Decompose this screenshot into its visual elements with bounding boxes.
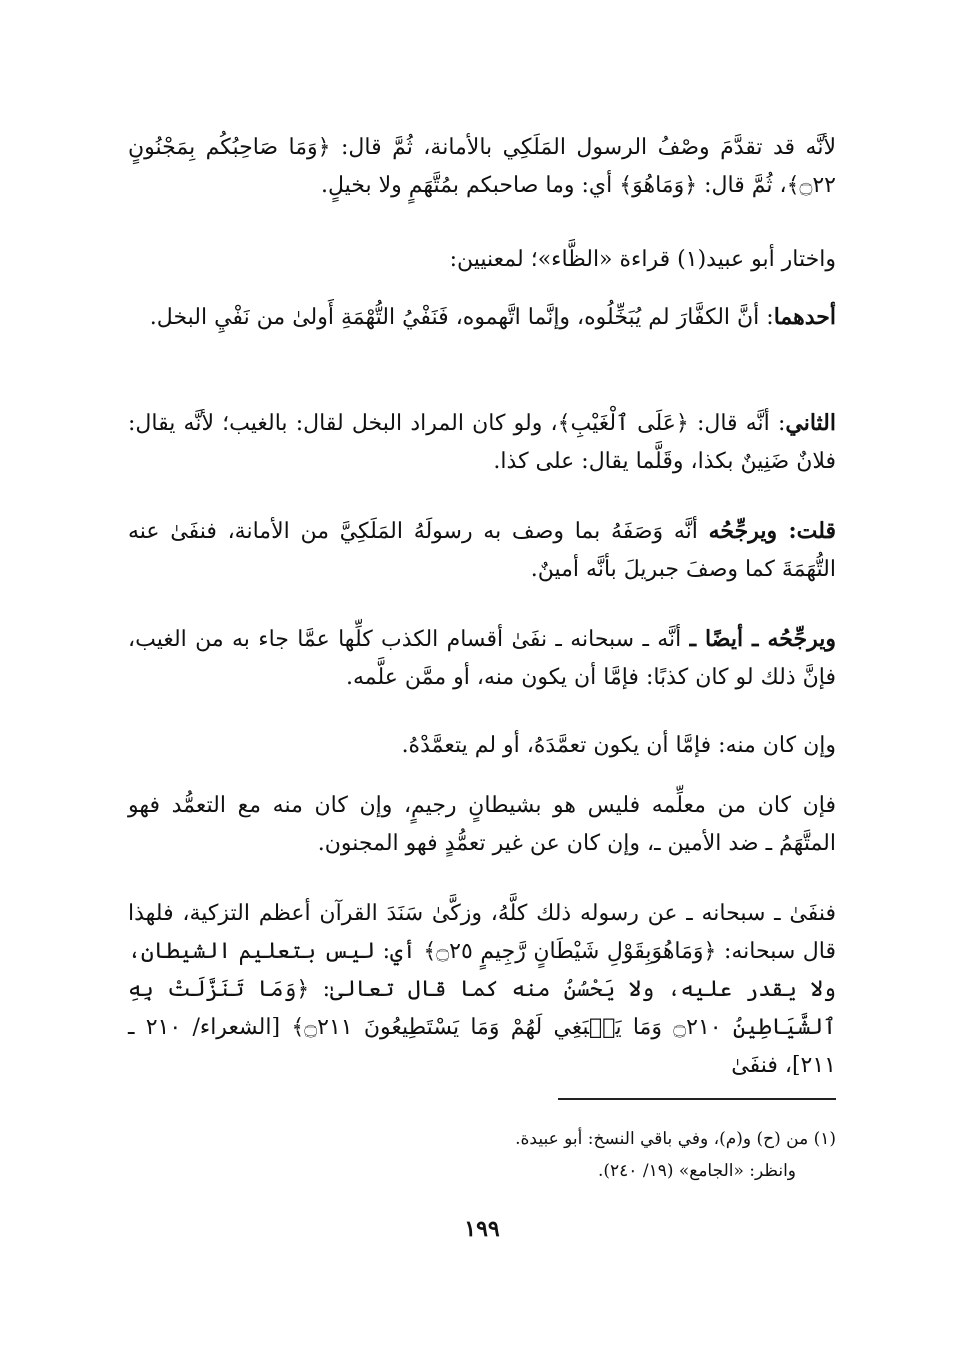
paragraph-lead: قلت: ويرجِّحُه — [708, 518, 836, 544]
paragraph-lead: ويرجِّحُه ـ أيضًا ـ — [689, 626, 836, 652]
paragraph-text: فإن كان من معلِّمه فليس هو بشيطانٍ رجيمٍ، وإن كان منه مع التعمُّد فهو المتَّهَمُ ـ ضد الأمين ـ، وإن كان عن غير تعمُّدٍ فهو المجنون. — [128, 793, 836, 856]
paragraph-4 — [128, 404, 836, 481]
paragraph-text: وإن كان منه: فإمَّا أن يكون تعمَّدَهُ، أو لم يتعمَّدْهُ. — [401, 733, 836, 758]
paragraph-text: لأنَّه قد تقدَّمَ وصْفُ الرسول المَلَكِي بالأمانة، ثُمَّ قال: ﴿وَمَا صَاحِبُكُم بِمَجْنُونٍ ۝٢٢﴾، ثُمَّ قال: ﴿وَمَاهُوَ﴾ أي: وما صاحبكم بمُتَّهَمٍ ولا بخيلٍ. — [128, 135, 836, 198]
footnote-2: وانظر: «الجامع» (١٩/ ٢٤٠). — [597, 1161, 796, 1181]
footnote-separator — [558, 1098, 836, 1100]
paragraph-3 — [128, 298, 836, 337]
paragraph-text: : أنَّه قال: ﴿عَلَى ٱلْغَيْبِ﴾، ولو كان المراد البخل لقال: بالغيب؛ لأنَّه يقال: فلانٌ ضَنِينٌ بكذا، وقَلَّما يقال: على كذا. — [128, 411, 836, 474]
footnote-1: (١) من (ح) و(م)، وفي باقي النسخ: أبو عبيدة. — [515, 1129, 836, 1149]
paragraph-5 — [128, 512, 836, 589]
paragraph-8 — [128, 786, 836, 863]
paragraph-text: واختار أبو عبيد(١) قراءة «الظَّاء»؛ لمعنيين: — [449, 247, 836, 272]
paragraph-lead: أحدهما — [773, 304, 836, 330]
paragraph-6 — [128, 620, 836, 697]
paragraph-text: أنَّه ـ سبحانه ـ نفَىٰ أقسام الكذب كلِّها عمَّا جاء به من الغيب، فإنَّ ذلك لو كان كذبًا: فإمَّا أن يكون منه، أو ممَّن علَّمه. — [128, 627, 836, 690]
paragraph-2 — [128, 240, 836, 279]
paragraph-text: : أنَّ الكفَّارَ لم يُبَخِّلُوه، وإنَّما اتَّهموه، فَنَفْيُ التُّهْمَةِ أَولىٰ من نَفْيِ البخل. — [149, 305, 774, 330]
paragraph-1 — [128, 128, 836, 205]
paragraph-text: أنَّه وَصَفَهُ بما وصف به رسولَهُ المَلَكِيَّ من الأمانة، فنفَىٰ عنه التُّهَمَةَ كما وصفَ جبريلَ بأنَّه أمينٌ. — [128, 519, 836, 582]
page-number: ١٩٩ — [464, 1216, 500, 1242]
paragraph-text: فنفَىٰ ـ سبحانه ـ عن رسوله ذلك كلَّهُ، وزكَّىٰ سَنَدَ القرآن أعظم التزكية، فلهذا قال سبحانه: ﴿وَمَاهُوَبِقَوْلِ شَيْطَانٍ رَّجِيمٍ ۝٢٥﴾ أي: ليس بتعليم الشيطان، ولا يقدر عليه، ولا يَحْسُنُ منه كما قال تعالىٰ: ﴿وَمَا تَنَزَّلَتْ بِهِ ٱلشَّيَاطِينُ ۝٢١٠ وَمَا يَنۢبَغِي لَهُمْ وَمَا يَسْتَطِيعُونَ ۝٢١١﴾ [الشعراء/ ٢١٠ ـ ٢١١]، فنفَىٰ — [128, 901, 837, 1078]
paragraph-lead: الثاني — [785, 410, 836, 436]
paragraph-7 — [128, 726, 836, 765]
paragraph-9 — [128, 894, 836, 1085]
